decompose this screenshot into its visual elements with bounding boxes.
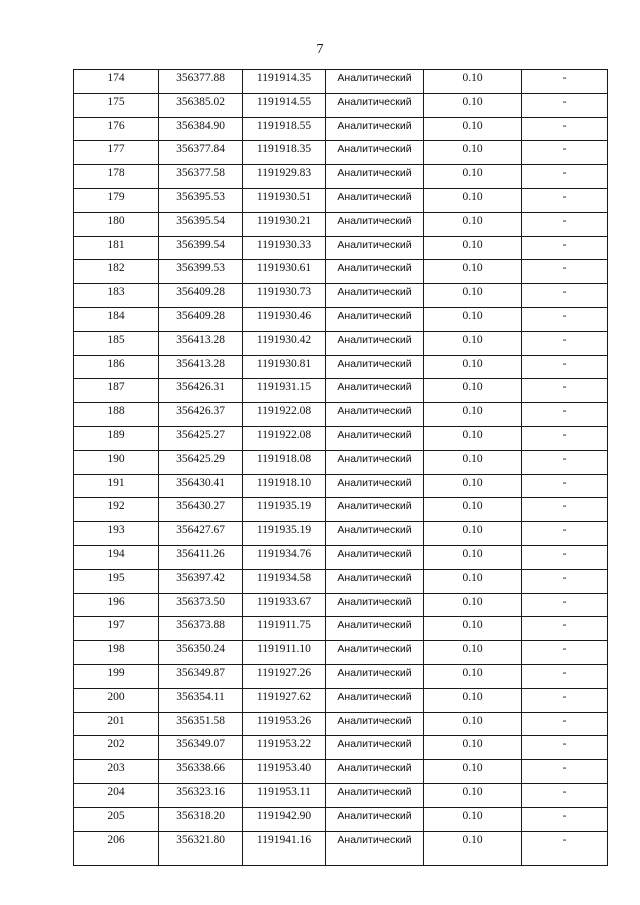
precision-cell: 0.10 [424,498,522,522]
x-coordinate-cell: 356384.90 [159,117,243,141]
x-coordinate-cell: 356318.20 [159,807,243,831]
method-cell: Аналитический [326,117,424,141]
point-number-cell: 182 [74,260,159,284]
description-cell: - [522,284,608,308]
method-cell: Аналитический [326,736,424,760]
point-number-cell: 202 [74,736,159,760]
precision-cell: 0.10 [424,593,522,617]
method-cell: Аналитический [326,188,424,212]
x-coordinate-cell: 356409.28 [159,307,243,331]
x-coordinate-cell: 356323.16 [159,783,243,807]
precision-cell: 0.10 [424,307,522,331]
point-number-cell: 190 [74,450,159,474]
precision-cell: 0.10 [424,331,522,355]
description-cell: - [522,236,608,260]
table-row [74,617,608,641]
precision-cell: 0.10 [424,379,522,403]
y-coordinate-cell: 1191930.42 [243,331,326,355]
precision-cell: 0.10 [424,712,522,736]
description-cell: - [522,426,608,450]
table-row [74,236,608,260]
precision-cell: 0.10 [424,93,522,117]
point-number-cell: 187 [74,379,159,403]
precision-cell: 0.10 [424,664,522,688]
table-row [74,141,608,165]
y-coordinate-cell: 1191914.55 [243,93,326,117]
y-coordinate-cell: 1191930.33 [243,236,326,260]
coordinates-table [73,69,608,866]
description-cell: - [522,569,608,593]
precision-cell: 0.10 [424,545,522,569]
y-coordinate-cell: 1191930.81 [243,355,326,379]
x-coordinate-cell: 356397.42 [159,569,243,593]
page-number: 7 [316,42,324,57]
x-coordinate-cell: 356426.37 [159,403,243,427]
description-cell: - [522,498,608,522]
y-coordinate-cell: 1191935.19 [243,498,326,522]
method-cell: Аналитический [326,522,424,546]
x-coordinate-cell: 356350.24 [159,641,243,665]
point-number-cell: 194 [74,545,159,569]
precision-cell: 0.10 [424,569,522,593]
y-coordinate-cell: 1191918.35 [243,141,326,165]
point-number-cell: 180 [74,212,159,236]
precision-cell: 0.10 [424,807,522,831]
method-cell: Аналитический [326,331,424,355]
x-coordinate-cell: 356411.26 [159,545,243,569]
coordinates-table-container [73,69,607,866]
x-coordinate-cell: 356430.41 [159,474,243,498]
x-coordinate-cell: 356351.58 [159,712,243,736]
table-row [74,355,608,379]
y-coordinate-cell: 1191918.08 [243,450,326,474]
description-cell: - [522,70,608,94]
precision-cell: 0.10 [424,426,522,450]
x-coordinate-cell: 356377.84 [159,141,243,165]
description-cell: - [522,188,608,212]
method-cell: Аналитический [326,569,424,593]
table-row [74,307,608,331]
y-coordinate-cell: 1191953.26 [243,712,326,736]
point-number-cell: 184 [74,307,159,331]
method-cell: Аналитический [326,712,424,736]
y-coordinate-cell: 1191918.10 [243,474,326,498]
method-cell: Аналитический [326,450,424,474]
description-cell: - [522,545,608,569]
table-row [74,260,608,284]
x-coordinate-cell: 356430.27 [159,498,243,522]
y-coordinate-cell: 1191927.26 [243,664,326,688]
point-number-cell: 189 [74,426,159,450]
description-cell: - [522,593,608,617]
method-cell: Аналитический [326,379,424,403]
point-number-cell: 191 [74,474,159,498]
y-coordinate-cell: 1191914.35 [243,70,326,94]
description-cell: - [522,307,608,331]
x-coordinate-cell: 356425.27 [159,426,243,450]
point-number-cell: 196 [74,593,159,617]
point-number-cell: 188 [74,403,159,427]
method-cell: Аналитический [326,426,424,450]
precision-cell: 0.10 [424,165,522,189]
table-row [74,70,608,94]
point-number-cell: 195 [74,569,159,593]
method-cell: Аналитический [326,141,424,165]
table-row [74,688,608,712]
precision-cell: 0.10 [424,450,522,474]
description-cell: - [522,355,608,379]
x-coordinate-cell: 356426.31 [159,379,243,403]
description-cell: - [522,641,608,665]
table-row [74,641,608,665]
method-cell: Аналитический [326,831,424,865]
precision-cell: 0.10 [424,188,522,212]
table-row [74,331,608,355]
method-cell: Аналитический [326,355,424,379]
description-cell: - [522,331,608,355]
point-number-cell: 175 [74,93,159,117]
point-number-cell: 177 [74,141,159,165]
precision-cell: 0.10 [424,260,522,284]
y-coordinate-cell: 1191933.67 [243,593,326,617]
method-cell: Аналитический [326,783,424,807]
y-coordinate-cell: 1191911.75 [243,617,326,641]
y-coordinate-cell: 1191922.08 [243,403,326,427]
point-number-cell: 178 [74,165,159,189]
description-cell: - [522,379,608,403]
table-row [74,522,608,546]
method-cell: Аналитический [326,236,424,260]
point-number-cell: 186 [74,355,159,379]
x-coordinate-cell: 356395.54 [159,212,243,236]
precision-cell: 0.10 [424,736,522,760]
method-cell: Аналитический [326,617,424,641]
y-coordinate-cell: 1191930.51 [243,188,326,212]
y-coordinate-cell: 1191927.62 [243,688,326,712]
method-cell: Аналитический [326,284,424,308]
description-cell: - [522,831,608,865]
precision-cell: 0.10 [424,641,522,665]
point-number-cell: 201 [74,712,159,736]
precision-cell: 0.10 [424,783,522,807]
y-coordinate-cell: 1191929.83 [243,165,326,189]
method-cell: Аналитический [326,593,424,617]
y-coordinate-cell: 1191930.21 [243,212,326,236]
x-coordinate-cell: 356425.29 [159,450,243,474]
x-coordinate-cell: 356321.80 [159,831,243,865]
table-row [74,593,608,617]
y-coordinate-cell: 1191942.90 [243,807,326,831]
method-cell: Аналитический [326,807,424,831]
y-coordinate-cell: 1191930.61 [243,260,326,284]
x-coordinate-cell: 356373.88 [159,617,243,641]
method-cell: Аналитический [326,93,424,117]
y-coordinate-cell: 1191922.08 [243,426,326,450]
point-number-cell: 185 [74,331,159,355]
table-row [74,807,608,831]
point-number-cell: 199 [74,664,159,688]
y-coordinate-cell: 1191934.58 [243,569,326,593]
description-cell: - [522,212,608,236]
table-row [74,450,608,474]
description-cell: - [522,260,608,284]
method-cell: Аналитический [326,307,424,331]
method-cell: Аналитический [326,403,424,427]
precision-cell: 0.10 [424,212,522,236]
y-coordinate-cell: 1191930.73 [243,284,326,308]
table-row [74,284,608,308]
x-coordinate-cell: 356399.53 [159,260,243,284]
x-coordinate-cell: 356385.02 [159,93,243,117]
description-cell: - [522,403,608,427]
method-cell: Аналитический [326,641,424,665]
x-coordinate-cell: 356338.66 [159,760,243,784]
table-row [74,117,608,141]
description-cell: - [522,93,608,117]
table-row [74,545,608,569]
x-coordinate-cell: 356395.53 [159,188,243,212]
method-cell: Аналитический [326,474,424,498]
x-coordinate-cell: 356409.28 [159,284,243,308]
description-cell: - [522,522,608,546]
method-cell: Аналитический [326,165,424,189]
x-coordinate-cell: 356373.50 [159,593,243,617]
point-number-cell: 192 [74,498,159,522]
method-cell: Аналитический [326,545,424,569]
point-number-cell: 197 [74,617,159,641]
y-coordinate-cell: 1191941.16 [243,831,326,865]
point-number-cell: 204 [74,783,159,807]
precision-cell: 0.10 [424,522,522,546]
description-cell: - [522,117,608,141]
table-row [74,736,608,760]
precision-cell: 0.10 [424,617,522,641]
point-number-cell: 179 [74,188,159,212]
y-coordinate-cell: 1191953.40 [243,760,326,784]
description-cell: - [522,450,608,474]
precision-cell: 0.10 [424,70,522,94]
method-cell: Аналитический [326,760,424,784]
point-number-cell: 181 [74,236,159,260]
table-row [74,426,608,450]
x-coordinate-cell: 356349.87 [159,664,243,688]
precision-cell: 0.10 [424,688,522,712]
y-coordinate-cell: 1191931.15 [243,379,326,403]
method-cell: Аналитический [326,70,424,94]
description-cell: - [522,783,608,807]
x-coordinate-cell: 356377.88 [159,70,243,94]
y-coordinate-cell: 1191953.22 [243,736,326,760]
precision-cell: 0.10 [424,831,522,865]
table-row [74,760,608,784]
precision-cell: 0.10 [424,284,522,308]
point-number-cell: 200 [74,688,159,712]
precision-cell: 0.10 [424,236,522,260]
y-coordinate-cell: 1191911.10 [243,641,326,665]
description-cell: - [522,807,608,831]
description-cell: - [522,474,608,498]
description-cell: - [522,760,608,784]
method-cell: Аналитический [326,664,424,688]
table-row [74,664,608,688]
point-number-cell: 174 [74,70,159,94]
y-coordinate-cell: 1191934.76 [243,545,326,569]
method-cell: Аналитический [326,688,424,712]
x-coordinate-cell: 356413.28 [159,331,243,355]
description-cell: - [522,712,608,736]
table-row [74,783,608,807]
precision-cell: 0.10 [424,117,522,141]
description-cell: - [522,688,608,712]
point-number-cell: 203 [74,760,159,784]
table-row [74,831,608,865]
point-number-cell: 193 [74,522,159,546]
description-cell: - [522,165,608,189]
point-number-cell: 205 [74,807,159,831]
method-cell: Аналитический [326,498,424,522]
precision-cell: 0.10 [424,403,522,427]
table-row [74,379,608,403]
y-coordinate-cell: 1191918.55 [243,117,326,141]
point-number-cell: 198 [74,641,159,665]
table-row [74,188,608,212]
table-row [74,712,608,736]
point-number-cell: 183 [74,284,159,308]
description-cell: - [522,617,608,641]
table-row [74,498,608,522]
description-cell: - [522,141,608,165]
method-cell: Аналитический [326,260,424,284]
y-coordinate-cell: 1191935.19 [243,522,326,546]
table-row [74,212,608,236]
table-row [74,569,608,593]
x-coordinate-cell: 356377.58 [159,165,243,189]
x-coordinate-cell: 356354.11 [159,688,243,712]
precision-cell: 0.10 [424,141,522,165]
x-coordinate-cell: 356399.54 [159,236,243,260]
precision-cell: 0.10 [424,760,522,784]
description-cell: - [522,664,608,688]
y-coordinate-cell: 1191930.46 [243,307,326,331]
method-cell: Аналитический [326,212,424,236]
table-row [74,403,608,427]
table-row [74,165,608,189]
point-number-cell: 176 [74,117,159,141]
x-coordinate-cell: 356427.67 [159,522,243,546]
y-coordinate-cell: 1191953.11 [243,783,326,807]
description-cell: - [522,736,608,760]
point-number-cell: 206 [74,831,159,865]
precision-cell: 0.10 [424,474,522,498]
x-coordinate-cell: 356349.07 [159,736,243,760]
x-coordinate-cell: 356413.28 [159,355,243,379]
coordinates-table-body [74,70,608,866]
precision-cell: 0.10 [424,355,522,379]
table-row [74,474,608,498]
table-row [74,93,608,117]
